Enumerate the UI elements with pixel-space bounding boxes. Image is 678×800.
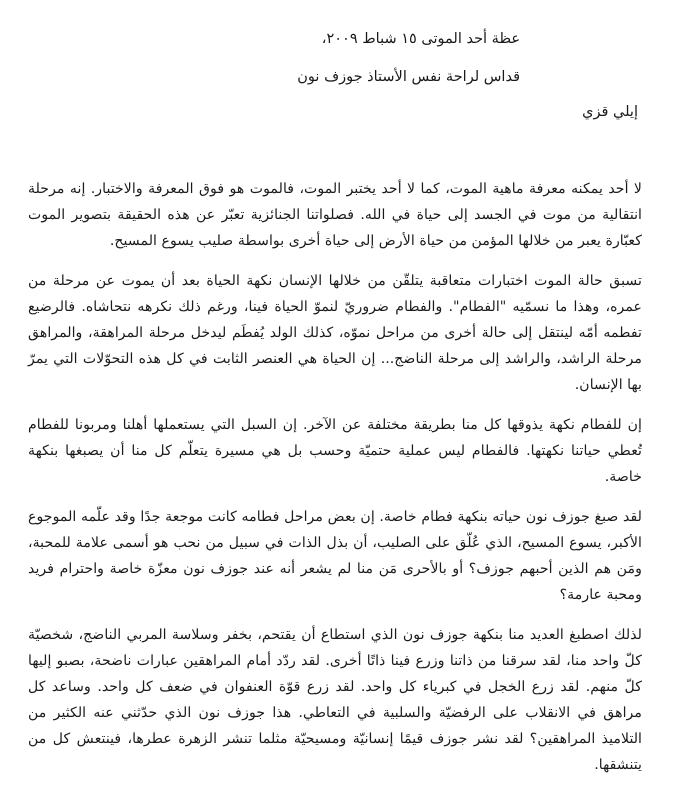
paragraph-3: إن للفطام نكهة يذوقها كل منا بطريقة مختلفة عن الآخر. إن السبل التي يستعملها أهلنا ومربونا للفطام تُعطي حياتنا نكهتها. فالفطام ليس عملية حتميّة وحسب بل هي مسيرة يتعلّم كل منا أن يصبغها بنكهة خاصة. — [28, 417, 642, 485]
sermon-title: عظة أحد الموتى ١٥ شباط ٢٠٠٩، — [321, 31, 520, 47]
paragraph-5: لذلك اصطبغ العديد منا بنكهة جوزف نون الذي استطاع أن يقتحم، بخفر وسلاسة المربي الناضج، شخصيّة كلّ واحد منا، لقد سرقنا من ذاتنا وزرع فينا ذاتًا أخرى. لقد ردّد أمام المراهقين عبارات ناضحة، بصبو إليها كلّ منهم. لقد زرع الخجل في كبرياء كل واحد. لقد زرع قوّة العنفوان في ضعف كل واحد. وساعد كل مراهق في الانقلاب على الرفضيّة والسلبية في التعاطي. هذا جوزف نون الذي حدّثني عنه الكثير من التلاميذ المراهقين؟ لقد نشر جوزف قيمًا إنسانيّة ومسيحيّة مثلما تنشر الزهرة عطرها، فينتعش كل من يتنشقها. — [28, 627, 642, 773]
author-name: إيلي قزي — [582, 104, 638, 120]
paragraph-1: لا أحد يمكنه معرفة ماهية الموت، كما لا أحد يختبر الموت، فالموت هو فوق المعرفة والاختبار. إنه مرحلة انتقالية من موت في الجسد إلى حياة في الله. فصلواتنا الجنائزية تعبّر عن هذه الحقيقة بتصوير الموت كعبّارة يعبر من خلالها المؤمن من حياة الأرض إلى حياة أخرى بواسطة صليب يسوع المسيح. — [28, 181, 642, 249]
mass-subtitle: قداس لراحة نفس الأستاذ جوزف نون — [297, 69, 520, 85]
paragraph-4: لقد صبغ جوزف نون حياته بنكهة فطام خاصة. إن بعض مراحل فطامه كانت موجعة جدًا وقد علّمه الموجوع الأكبر، يسوع المسيح، الذي عُلّق على الصليب، أن بذل الذات في سبيل من نحب هو أسمى علامة للمحبة، ومَن هم الذين أحبهم جوزف؟ أو بالأحرى مَن منا لم يشعر أنه عند جوزف نون معزّة خاصة واحترام فريد ومحبة عارمة؟ — [28, 509, 642, 603]
paragraph-2: تسبق حالة الموت اختبارات متعاقبة يتلقّن من خلالها الإنسان نكهة الحياة بعد أن يموت عن مرحلة من عمره، وهذا ما نسمّيه "الفطام". والفطام ضروريّ لنموّ الحياة فينا، ورغم ذلك نكرهه نتحاشاه. فالرضيع تفطمه أمّه لينتقل إلى حالة أخرى من مراحل نموّه، كذلك الولد يُفطَم ليدخل مرحلة المراهقة، والمراهق مرحلة الراشد، والراشد إلى مرحلة الناضج... إن الحياة هي العنصر الثابت في كل هذه التحوّلات التي يمرّ بها الإنسان. — [28, 273, 642, 393]
